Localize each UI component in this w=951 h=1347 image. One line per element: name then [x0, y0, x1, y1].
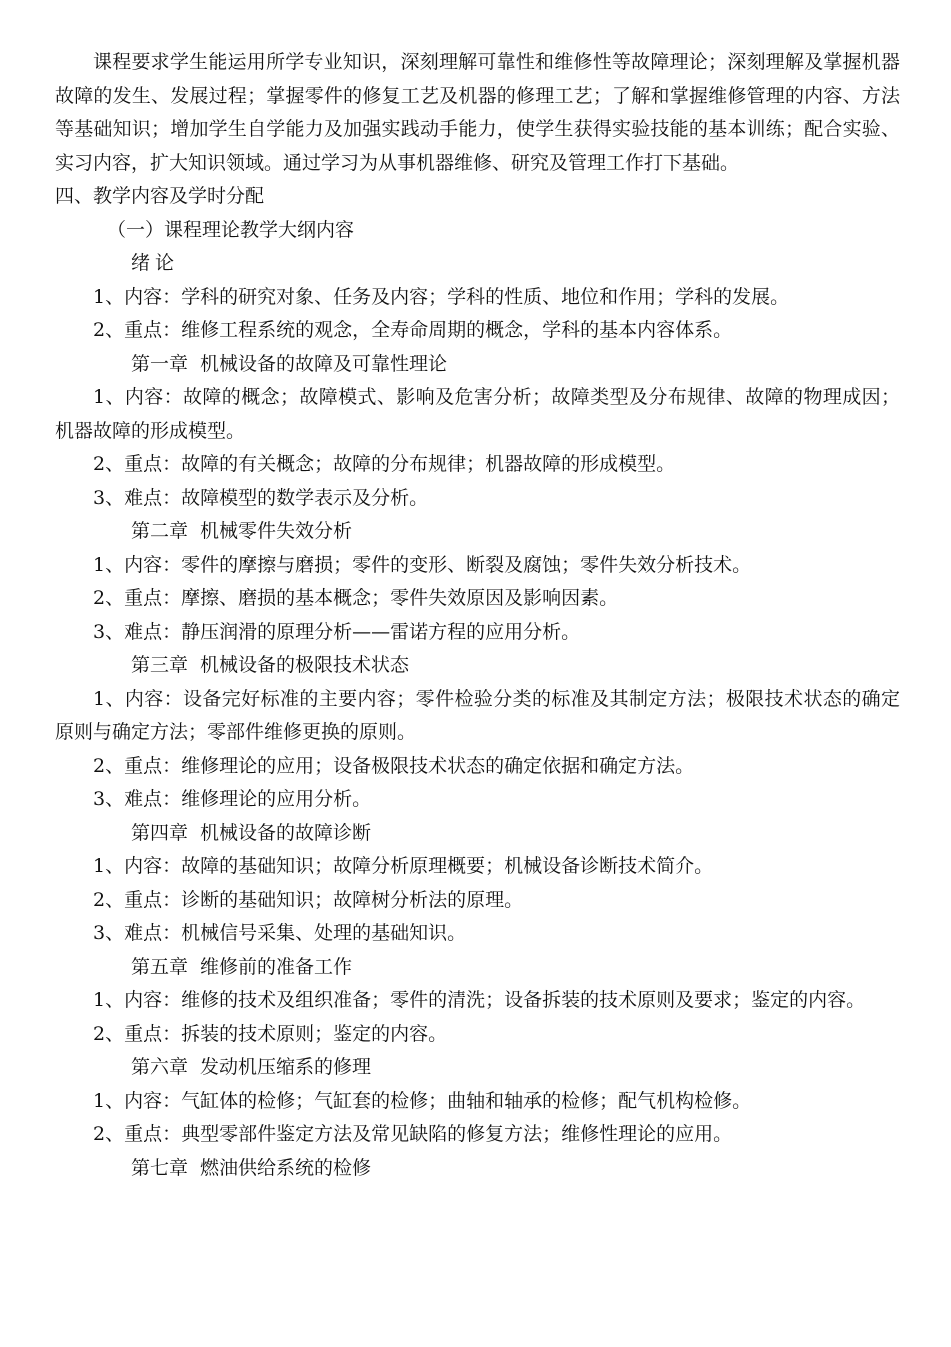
chapter-item: 1、内容：设备完好标准的主要内容；零件检验分类的标准及其制定方法；极限技术状态的确定原则与确定方法；零部件维修更换的原则。 [55, 687, 900, 743]
requirements-paragraph: 课程要求学生能运用所学专业知识，深刻理解可靠性和维修性等故障理论；深刻理解及掌握机器故障的发生、发展过程；掌握零件的修复工艺及机器的修理工艺；了解和掌握维修管理的内容、方法等基础知识；增加学生自学能力及加强实践动手能力，使学生获得实验技能的基本训练；配合实验、实习内容，扩大知识领域。通过学习为从事机器维修、研究及管理工作打下基础。 [55, 51, 900, 174]
chapter-heading [55, 515, 900, 549]
chapter-number: 第一章 [131, 352, 189, 375]
intro-heading-char-2: 论 [155, 252, 175, 274]
chapter-heading [55, 1051, 900, 1085]
chapter-item: 3、难点：机械信号采集、处理的基础知识。 [93, 922, 467, 944]
chapter-item: 3、难点：故障模型的数学表示及分析。 [93, 486, 429, 509]
chapter-heading [55, 951, 900, 985]
chapter-title: 机械设备的故障诊断 [200, 821, 372, 844]
chapter-item: 3、难点：维修理论的应用分析。 [93, 788, 372, 810]
chapter-title: 机械设备的故障及可靠性理论 [200, 352, 448, 375]
chapter-title: 维修前的准备工作 [200, 955, 353, 978]
chapter-number: 第三章 [131, 654, 189, 676]
chapter-item: 1、内容：维修的技术及组织准备；零件的清洗；设备拆装的技术原则及要求；鉴定的内容。 [93, 989, 866, 1011]
chapter-item: 2、重点：典型零部件鉴定方法及常见缺陷的修复方法；维修性理论的应用。 [93, 1123, 733, 1145]
document-page [55, 46, 900, 1185]
chapter-number: 第二章 [131, 520, 189, 542]
chapter-item: 2、重点：维修理论的应用；设备极限技术状态的确定依据和确定方法。 [93, 754, 695, 777]
chapter-item: 2、重点：摩擦、磨损的基本概念；零件失效原因及影响因素。 [93, 587, 619, 609]
chapter-item: 2、重点：拆装的技术原则；鉴定的内容。 [93, 1022, 448, 1045]
chapter-item: 1、内容：气缸体的检修；气缸套的检修；曲轴和轴承的检修；配气机构检修。 [93, 1089, 752, 1112]
chapter-item: 2、重点：故障的有关概念；故障的分布规律；机器故障的形成模型。 [93, 453, 676, 475]
chapter-heading [55, 649, 900, 683]
chapter-heading [55, 348, 900, 382]
chapter-item: 1、内容：零件的摩擦与磨损；零件的变形、断裂及腐蚀；零件失效分析技术。 [93, 553, 752, 576]
intro-heading [55, 247, 900, 281]
chapters-list [55, 348, 900, 1186]
chapter-item: 1、内容：故障的概念；故障模式、影响及危害分析；故障类型及分布规律、故障的物理成因；机器故障的形成模型。 [55, 386, 900, 442]
chapter-title: 燃油供给系统的检修 [200, 1156, 372, 1179]
intro-heading-char-1: 绪 [131, 252, 151, 274]
intro-focus: 2、重点：维修工程系统的观念，全寿命周期的概念，学科的基本内容体系。 [93, 319, 733, 341]
chapter-number: 第七章 [131, 1156, 189, 1179]
chapter-heading [55, 817, 900, 851]
chapter-item: 1、内容：故障的基础知识；故障分析原理概要；机械设备诊断技术简介。 [93, 855, 714, 877]
chapter-title: 机械零件失效分析 [200, 520, 353, 542]
chapter-item: 2、重点：诊断的基础知识；故障树分析法的原理。 [93, 888, 524, 911]
chapter-item: 3、难点：静压润滑的原理分析——雷诺方程的应用分析。 [93, 620, 581, 643]
chapter-number: 第四章 [131, 821, 189, 844]
chapter-number: 第五章 [131, 955, 189, 978]
chapter-heading [55, 1152, 900, 1186]
section-heading: 四、教学内容及学时分配 [55, 185, 265, 207]
intro-content: 1、内容：学科的研究对象、任务及内容；学科的性质、地位和作用；学科的发展。 [93, 285, 790, 308]
chapter-number: 第六章 [131, 1056, 189, 1078]
chapter-title: 发动机压缩系的修理 [200, 1056, 372, 1078]
chapter-title: 机械设备的极限技术状态 [200, 654, 410, 676]
subsection-heading: （一）课程理论教学大纲内容 [107, 218, 355, 241]
